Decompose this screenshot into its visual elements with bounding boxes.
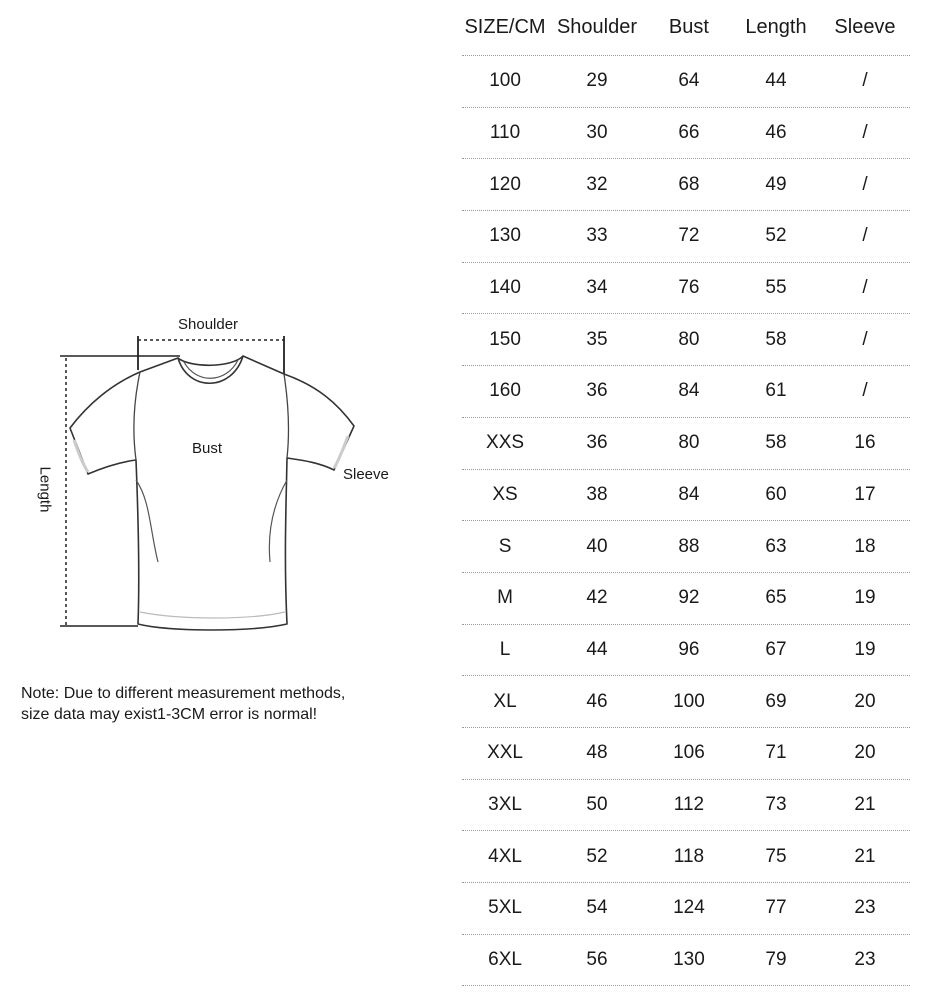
cell-sleeve: / — [862, 225, 868, 247]
header-shoulder: Shoulder — [556, 16, 638, 38]
shoulder-label: Shoulder — [178, 316, 239, 333]
cell-shoulder: 33 — [586, 225, 608, 247]
cell-length: 61 — [765, 380, 787, 402]
cell-length: 52 — [765, 225, 787, 247]
cell-bust: 118 — [673, 845, 705, 867]
cell-bust: 68 — [678, 173, 700, 195]
cell-shoulder: 46 — [586, 690, 608, 712]
measurement-diagram — [0, 300, 430, 640]
table-row — [462, 625, 910, 677]
table-row — [462, 366, 910, 418]
cell-bust: 84 — [678, 380, 700, 402]
table-header-row — [462, 0, 910, 56]
cell-shoulder: 36 — [586, 380, 608, 402]
cell-length: 55 — [765, 277, 787, 299]
table-row — [462, 935, 910, 987]
table-row — [462, 728, 910, 780]
cell-bust: 80 — [678, 432, 700, 454]
header-sleeve: Sleeve — [834, 16, 896, 38]
cell-bust: 92 — [678, 587, 700, 609]
cell-bust: 112 — [673, 793, 705, 815]
table-row — [462, 159, 910, 211]
cell-bust: 88 — [678, 535, 700, 557]
cell-size: 140 — [489, 277, 521, 299]
cell-size: M — [497, 587, 513, 609]
table-body — [462, 56, 910, 986]
cell-length: 69 — [765, 690, 787, 712]
table-row — [462, 108, 910, 160]
length-label: Length — [36, 466, 54, 513]
cell-shoulder: 56 — [586, 949, 608, 971]
cell-bust: 124 — [673, 897, 705, 919]
bust-label: Bust — [192, 440, 223, 457]
table-row — [462, 470, 910, 522]
cell-sleeve: 23 — [854, 949, 876, 971]
cell-length: 65 — [765, 587, 787, 609]
cell-length: 46 — [765, 122, 787, 144]
cell-shoulder: 40 — [586, 535, 608, 557]
cell-bust: 72 — [678, 225, 700, 247]
cell-size: 3XL — [488, 793, 522, 815]
cell-size: XL — [493, 690, 517, 712]
cell-size: 160 — [489, 380, 521, 402]
cell-sleeve: 19 — [854, 638, 876, 660]
cell-shoulder: 36 — [586, 432, 608, 454]
cell-length: 75 — [765, 845, 787, 867]
cell-sleeve: 16 — [854, 432, 876, 454]
cell-sleeve: 23 — [854, 897, 876, 919]
cell-bust: 76 — [678, 277, 700, 299]
cell-size: 4XL — [488, 845, 522, 867]
cell-sleeve: 20 — [854, 742, 876, 764]
table-row — [462, 573, 910, 625]
cell-sleeve: / — [862, 277, 868, 299]
cell-length: 44 — [765, 70, 787, 92]
cell-sleeve: 21 — [854, 793, 876, 815]
cell-sleeve: 20 — [854, 690, 876, 712]
cell-shoulder: 48 — [586, 742, 608, 764]
cell-size: XS — [492, 483, 518, 505]
measurement-note — [21, 683, 431, 725]
cell-length: 77 — [765, 897, 787, 919]
table-row — [462, 263, 910, 315]
note-line-1: Note: Due to different measurement methods, — [21, 685, 346, 702]
cell-length: 63 — [765, 535, 787, 557]
cell-sleeve: / — [862, 380, 868, 402]
cell-shoulder: 50 — [586, 793, 608, 815]
cell-size: L — [499, 638, 511, 660]
table-row — [462, 314, 910, 366]
cell-sleeve: / — [862, 122, 868, 144]
cell-length: 60 — [765, 483, 787, 505]
cell-length: 71 — [765, 742, 787, 764]
cell-size: 130 — [489, 225, 521, 247]
cell-size: 6XL — [488, 949, 522, 971]
cell-sleeve: 18 — [854, 535, 876, 557]
cell-shoulder: 38 — [586, 483, 608, 505]
header-length: Length — [745, 16, 807, 38]
cell-shoulder: 32 — [586, 173, 608, 195]
cell-length: 58 — [765, 328, 787, 350]
header-size: SIZE/CM — [464, 16, 546, 38]
table-row — [462, 780, 910, 832]
note-line-2: size data may exist1-3CM error is normal! — [21, 706, 318, 723]
cell-bust: 80 — [678, 328, 700, 350]
table-row — [462, 676, 910, 728]
cell-length: 79 — [765, 949, 787, 971]
cell-size: 120 — [489, 173, 521, 195]
cell-size: 150 — [489, 328, 521, 350]
cell-shoulder: 54 — [586, 897, 608, 919]
cell-sleeve: / — [862, 328, 868, 350]
cell-size: S — [498, 535, 512, 557]
cell-sleeve: / — [862, 70, 868, 92]
cell-size: 110 — [489, 122, 521, 144]
cell-shoulder: 52 — [586, 845, 608, 867]
cell-size: 5XL — [488, 897, 522, 919]
cell-sleeve: 19 — [854, 587, 876, 609]
header-bust: Bust — [668, 16, 709, 38]
sleeve-label: Sleeve — [343, 466, 389, 483]
cell-bust: 66 — [678, 122, 700, 144]
cell-shoulder: 35 — [586, 328, 608, 350]
cell-size: XXS — [486, 432, 525, 454]
table-row — [462, 418, 910, 470]
cell-size: XXL — [487, 742, 523, 764]
cell-bust: 84 — [678, 483, 700, 505]
table-row — [462, 521, 910, 573]
cell-shoulder: 42 — [586, 587, 608, 609]
cell-shoulder: 34 — [586, 277, 608, 299]
cell-sleeve: 21 — [854, 845, 876, 867]
cell-sleeve: / — [862, 173, 868, 195]
cell-shoulder: 44 — [586, 638, 608, 660]
cell-length: 58 — [765, 432, 787, 454]
cell-sleeve: 17 — [854, 483, 876, 505]
cell-shoulder: 30 — [586, 122, 608, 144]
cell-bust: 64 — [678, 70, 700, 92]
table-row — [462, 883, 910, 935]
cell-bust: 100 — [673, 690, 705, 712]
cell-bust: 106 — [673, 742, 705, 764]
cell-bust: 130 — [673, 949, 705, 971]
cell-bust: 96 — [678, 638, 700, 660]
cell-size: 100 — [489, 70, 521, 92]
table-row — [462, 211, 910, 263]
cell-length: 67 — [765, 638, 787, 660]
cell-shoulder: 29 — [586, 70, 608, 92]
table-row — [462, 56, 910, 108]
size-table — [462, 0, 910, 986]
cell-length: 49 — [765, 173, 787, 195]
table-row — [462, 831, 910, 883]
cell-length: 73 — [765, 793, 787, 815]
